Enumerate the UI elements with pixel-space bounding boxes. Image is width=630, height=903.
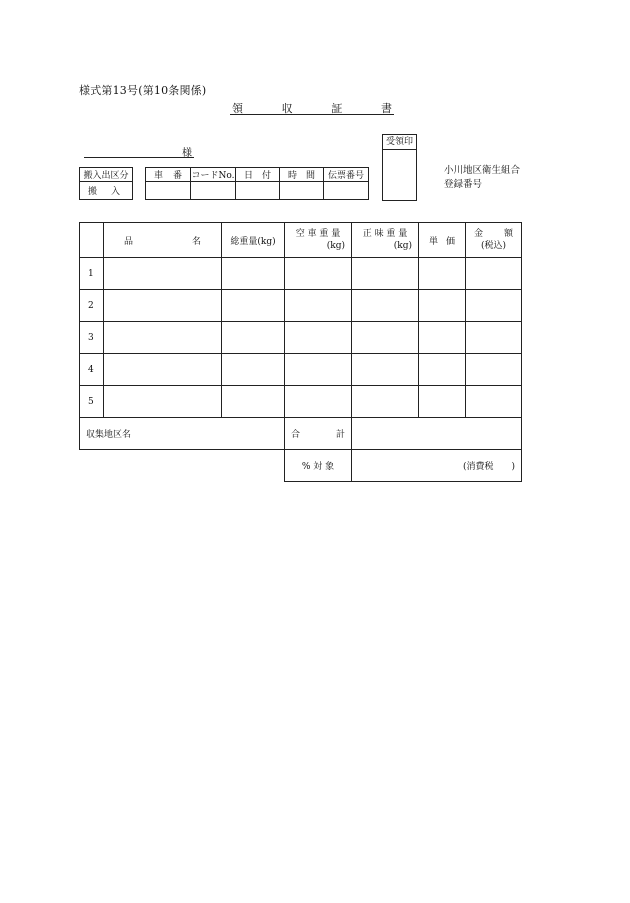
unit-price-header [419, 223, 466, 258]
date-cell[interactable] [236, 182, 280, 200]
amount-cell[interactable] [466, 354, 522, 386]
tax-target-label: % 対 象 [285, 450, 352, 482]
net-cell[interactable] [352, 386, 419, 418]
kubun-char: 入 [110, 187, 120, 197]
empty-cell[interactable] [285, 290, 352, 322]
amount-note: (税込) [480, 241, 507, 251]
item-cell[interactable] [104, 354, 222, 386]
slip-cell[interactable] [324, 182, 369, 200]
net-cell[interactable] [352, 258, 419, 290]
kubun-header: 搬入出区分 [80, 168, 133, 182]
time-header [280, 168, 324, 182]
title-char: 領 [232, 102, 243, 115]
hd-char: 付 [261, 171, 271, 181]
item-cell[interactable] [104, 322, 222, 354]
table-row [80, 322, 522, 354]
kubun-table [79, 167, 133, 200]
row-number: 3 [80, 322, 104, 354]
hd-char: 品 [124, 236, 134, 247]
empty-weight-unit: (kg) [326, 241, 345, 251]
kubun-value [80, 182, 133, 200]
recipient-line [84, 157, 194, 158]
hd-char: 計 [335, 430, 345, 440]
gross-cell[interactable] [222, 322, 285, 354]
price-cell[interactable] [419, 322, 466, 354]
hd-char: 額 [503, 229, 513, 239]
row-number: 4 [80, 354, 104, 386]
amount-cell[interactable] [466, 258, 522, 290]
empty-weight-label: 空 車 重 量 [295, 229, 341, 239]
main-table [79, 222, 522, 482]
title-char: 証 [331, 102, 343, 115]
date-header [236, 168, 280, 182]
gross-cell[interactable] [222, 354, 285, 386]
receipt-stamp-box [382, 134, 417, 201]
item-header [104, 223, 222, 258]
hd-char: 名 [191, 236, 201, 247]
hd-char: 間 [305, 171, 315, 181]
price-cell[interactable] [419, 354, 466, 386]
hd-char: 番 [172, 171, 182, 181]
district-label: 収集地区名 [80, 418, 285, 450]
empty-cell[interactable] [285, 354, 352, 386]
item-cell[interactable] [104, 290, 222, 322]
registration-label: 登録番号 [444, 179, 483, 190]
code-cell[interactable] [191, 182, 236, 200]
time-cell[interactable] [280, 182, 324, 200]
item-cell[interactable] [104, 258, 222, 290]
net-weight-unit: (kg) [393, 241, 412, 251]
gross-cell[interactable] [222, 386, 285, 418]
title-char: 書 [380, 102, 392, 115]
gross-cell[interactable] [222, 258, 285, 290]
kubun-char: 搬 [88, 187, 98, 197]
item-cell[interactable] [104, 386, 222, 418]
title-underline [230, 114, 394, 115]
amount-cell[interactable] [466, 290, 522, 322]
stamp-label: 受領印 [383, 135, 416, 150]
amount-header [466, 223, 522, 258]
hd-char: 金 [474, 229, 484, 239]
table-row [80, 354, 522, 386]
row-number: 2 [80, 290, 104, 322]
num-header [80, 223, 104, 258]
net-weight-header [352, 223, 419, 258]
price-cell[interactable] [419, 386, 466, 418]
total-label [285, 418, 352, 450]
gross-weight-header: 総重量(kg) [222, 223, 285, 258]
hd-char: 車 [154, 171, 164, 181]
recipient-suffix: 様 [182, 148, 192, 159]
empty-cell[interactable] [285, 386, 352, 418]
table-row [80, 386, 522, 418]
slip-header: 伝票番号 [324, 168, 369, 182]
amount-cell[interactable] [466, 386, 522, 418]
code-header: コードNo. [191, 168, 236, 182]
info-table [145, 167, 369, 200]
table-row [80, 258, 522, 290]
net-weight-label: 正 味 重 量 [362, 229, 408, 239]
title-char: 収 [281, 102, 293, 115]
hd-char: 日 [244, 171, 254, 181]
net-cell[interactable] [352, 322, 419, 354]
organization-name: 小川地区衛生組合 [444, 165, 521, 176]
empty-cell[interactable] [285, 258, 352, 290]
price-cell[interactable] [419, 290, 466, 322]
row-number: 1 [80, 258, 104, 290]
vehicle-header [146, 168, 191, 182]
hd-char: 合 [291, 430, 301, 440]
amount-cell[interactable] [466, 322, 522, 354]
price-cell[interactable] [419, 258, 466, 290]
vehicle-cell[interactable] [146, 182, 191, 200]
net-cell[interactable] [352, 354, 419, 386]
table-row [80, 290, 522, 322]
consumption-tax-cell[interactable]: (消費税 ) [352, 450, 522, 482]
blank-footer [80, 450, 285, 482]
net-cell[interactable] [352, 290, 419, 322]
hd-char: 単 [429, 236, 439, 247]
hd-char: 価 [445, 236, 455, 247]
hd-char: 時 [288, 171, 298, 181]
empty-weight-header [285, 223, 352, 258]
form-number: 様式第13号(第10条関係) [79, 84, 207, 97]
gross-cell[interactable] [222, 290, 285, 322]
row-number: 5 [80, 386, 104, 418]
empty-cell[interactable] [285, 322, 352, 354]
total-value-cell[interactable] [352, 418, 522, 450]
